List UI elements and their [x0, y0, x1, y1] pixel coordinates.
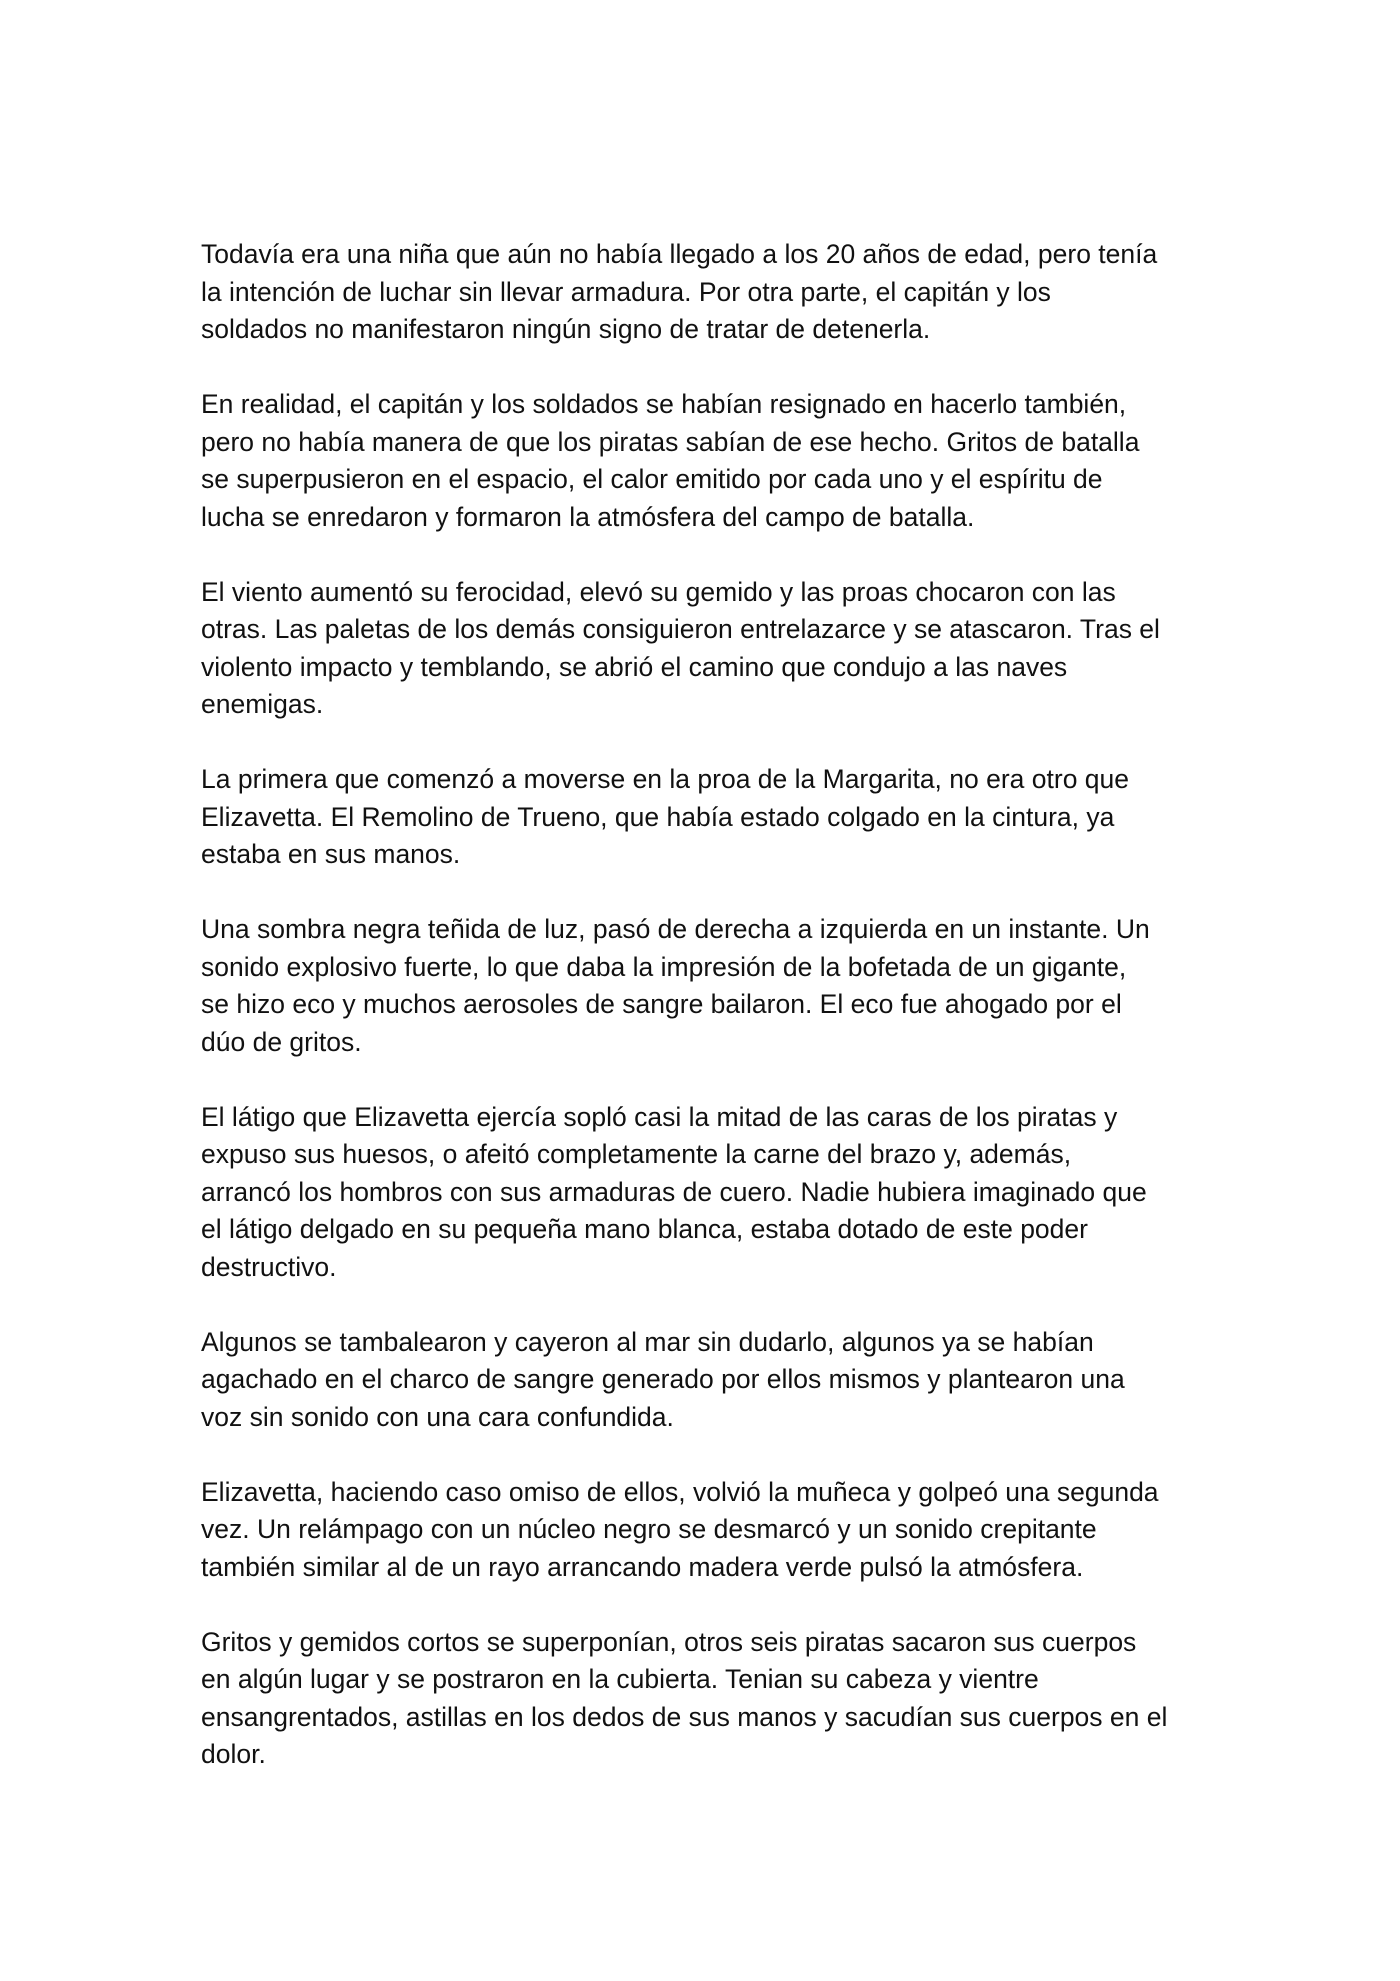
text-line: otras. Las paletas de los demás consiguieron entrelazarce y se atascaron. Tras el: [201, 614, 1160, 644]
paragraph: [201, 761, 1201, 874]
text-line: estaba en sus manos.: [201, 839, 461, 869]
text-line: soldados no manifestaron ningún signo de tratar de detenerla.: [201, 314, 931, 344]
paragraph: [201, 236, 1201, 349]
text-line: se superpusieron en el espacio, el calor emitido por cada uno y el espíritu de: [201, 464, 1103, 494]
text-line: sonido explosivo fuerte, lo que daba la impresión de la bofetada de un gigante,: [201, 951, 1127, 982]
text-line: vez. Un relámpago con un núcleo negro se desmarcó y un sonido crepitante: [201, 1514, 1097, 1544]
paragraph: [201, 1324, 1201, 1437]
text-line: El viento aumentó su ferocidad, elevó su gemido y las proas chocaron con las: [201, 576, 1116, 607]
text-line: voz sin sonido con una cara confundida.: [201, 1401, 674, 1432]
paragraph: [201, 1474, 1201, 1587]
text-line: el látigo delgado en su pequeña mano blanca, estaba dotado de este poder: [201, 1214, 1088, 1244]
text-line: la intención de luchar sin llevar armadura. Por otra parte, el capitán y los: [201, 276, 1051, 307]
paragraph: [201, 386, 1201, 536]
paragraph: [201, 1099, 1201, 1287]
text-line: también similar al de un rayo arrancando madera verde pulsó la atmósfera.: [201, 1551, 1084, 1582]
text-line: agachado en el charco de sangre generado por ellos mismos y plantearon una: [201, 1364, 1125, 1394]
paragraph: [201, 911, 1201, 1061]
paragraph: [201, 1624, 1201, 1774]
text-line: En realidad, el capitán y los soldados se habían resignado en hacerlo también,: [201, 389, 1127, 419]
document-body: [201, 236, 1201, 1811]
text-line: Gritos y gemidos cortos se superponían, otros seis piratas sacaron sus cuerpos: [201, 1626, 1137, 1657]
text-line: La primera que comenzó a moverse en la proa de la Margarita, no era otro que: [201, 764, 1130, 794]
text-line: Elizavetta, haciendo caso omiso de ellos, volvió la muñeca y golpeó una segunda: [201, 1476, 1159, 1507]
text-line: lucha se enredaron y formaron la atmósfera del campo de batalla.: [201, 501, 975, 532]
text-line: dúo de gritos.: [201, 1026, 362, 1057]
text-line: en algún lugar y se postraron en la cubierta. Tenian su cabeza y vientre: [201, 1664, 1039, 1694]
text-line: dolor.: [201, 1739, 266, 1769]
text-line: Elizavetta. El Remolino de Trueno, que había estado colgado en la cintura, ya: [201, 801, 1115, 832]
text-line: enemigas.: [201, 689, 324, 719]
text-line: se hizo eco y muchos aerosoles de sangre bailaron. El eco fue ahogado por el: [201, 989, 1122, 1019]
text-line: destructivo.: [201, 1251, 337, 1282]
text-line: pero no había manera de que los piratas sabían de ese hecho. Gritos de batalla: [201, 426, 1140, 457]
text-line: violento impacto y temblando, se abrió el camino que condujo a las naves: [201, 651, 1068, 682]
text-line: El látigo que Elizavetta ejercía sopló casi la mitad de las caras de los piratas y: [201, 1101, 1118, 1132]
text-line: Todavía era una niña que aún no había llegado a los 20 años de edad, pero tenía: [201, 239, 1158, 269]
text-line: ensangrentados, astillas en los dedos de sus manos y sacudían sus cuerpos en el: [201, 1701, 1168, 1732]
text-line: arrancó los hombros con sus armaduras de cuero. Nadie hubiera imaginado que: [201, 1176, 1147, 1207]
text-line: Algunos se tambalearon y cayeron al mar sin dudarlo, algunos ya se habían: [201, 1326, 1094, 1357]
text-line: Una sombra negra teñida de luz, pasó de derecha a izquierda en un instante. Un: [201, 914, 1150, 944]
paragraph: [201, 574, 1201, 724]
text-line: expuso sus huesos, o afeitó completamente la carne del brazo y, además,: [201, 1139, 1072, 1169]
